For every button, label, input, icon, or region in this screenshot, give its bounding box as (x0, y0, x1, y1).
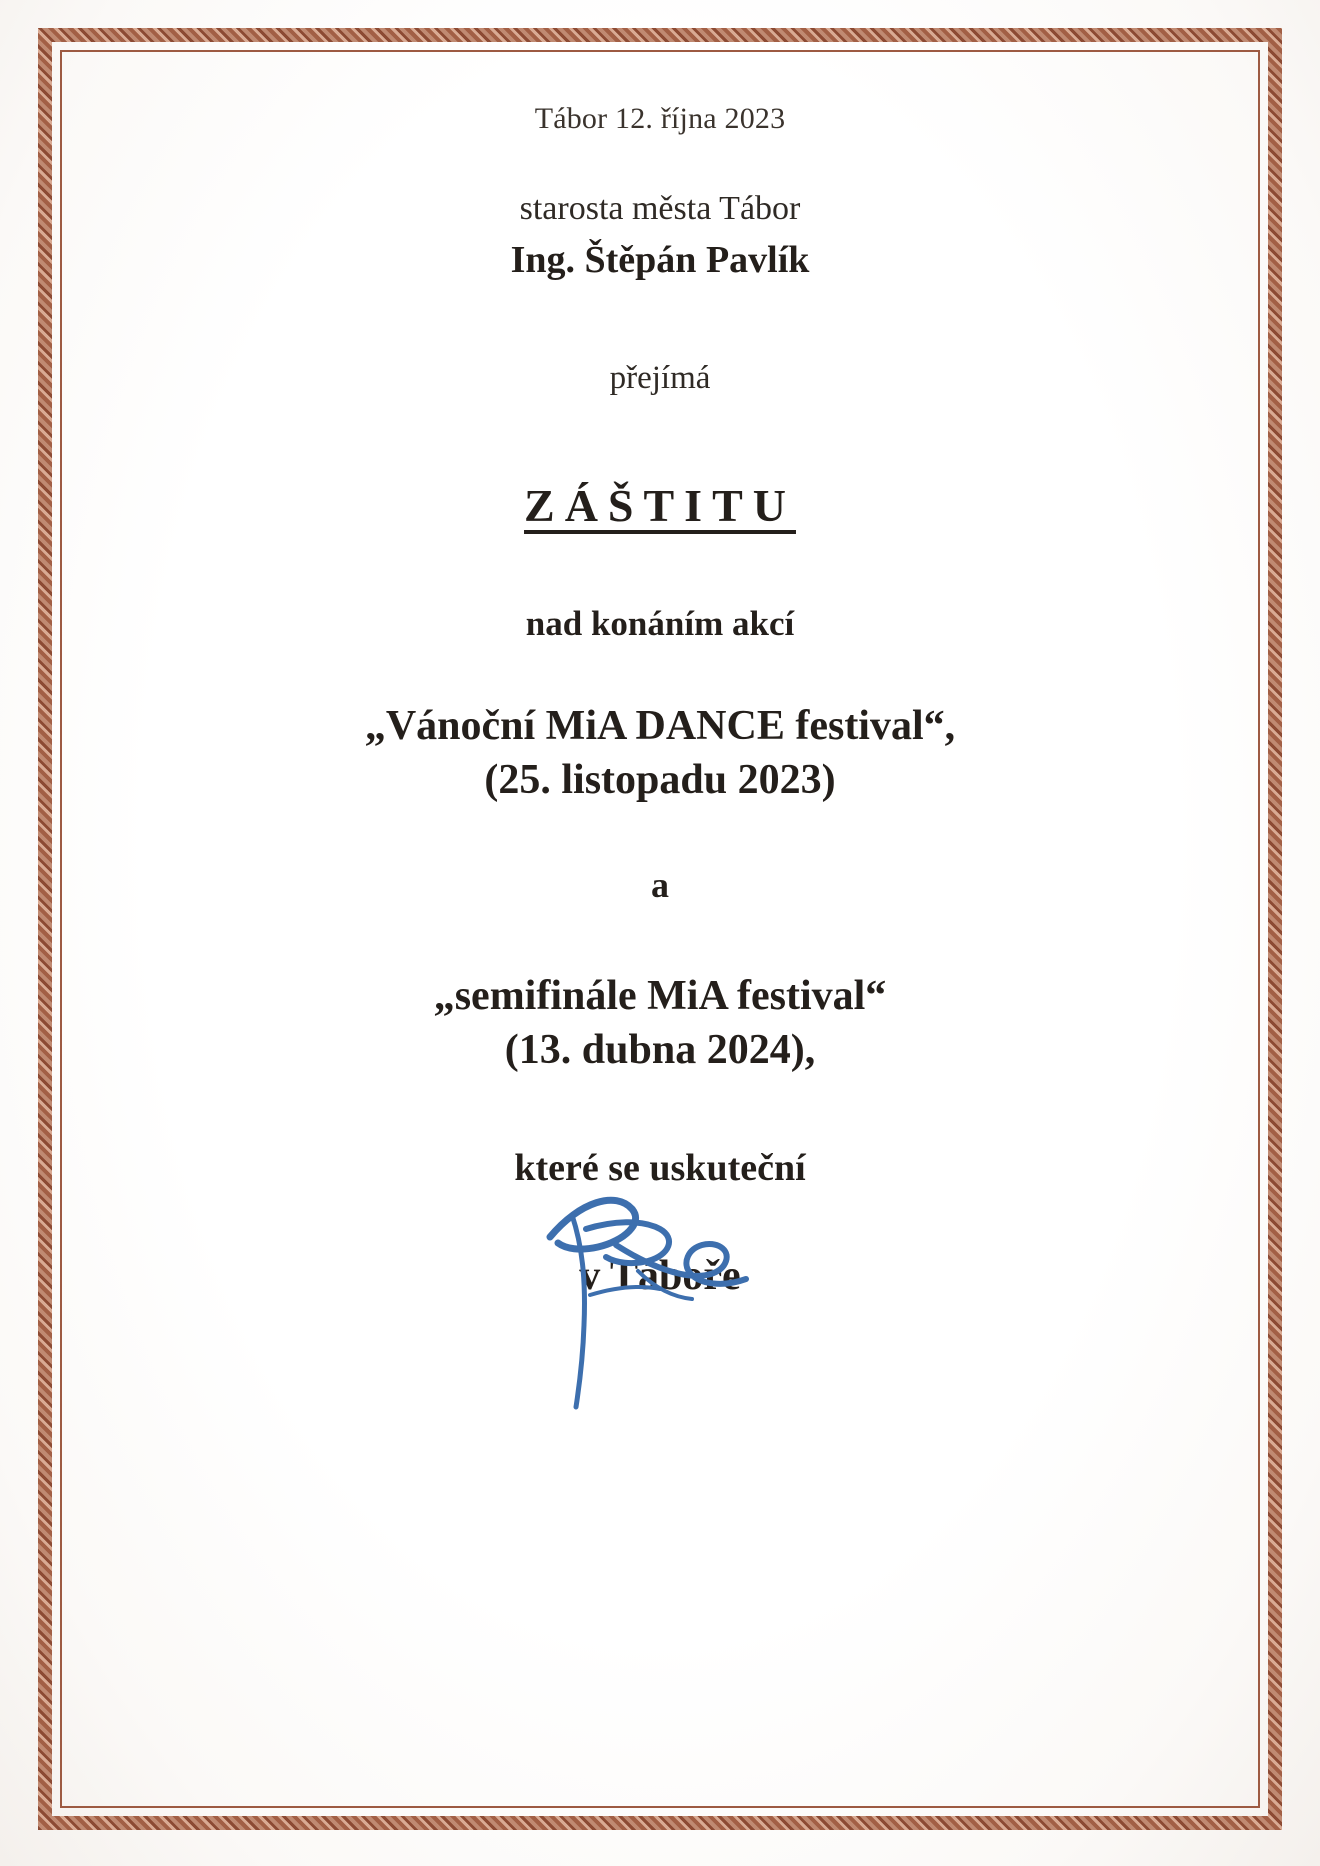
event-location: v Táboře (579, 1253, 741, 1299)
closing-clause: které se uskuteční (514, 1147, 806, 1189)
subject-intro: nad konáním akcí (525, 604, 795, 643)
headline-patronage: ZÁŠTITU (524, 480, 796, 531)
conjunction: a (651, 865, 669, 905)
signatory-role: starosta města Tábor (519, 190, 801, 227)
place-and-date: Tábor 12. října 2023 (534, 102, 786, 135)
event-two-date: (13. dubna 2024), (504, 1027, 816, 1073)
certificate-content (90, 80, 1230, 1780)
event-two-title: „semifinále MiA festival“ (433, 973, 887, 1019)
event-one-title: „Vánoční MiA DANCE festival“, (364, 703, 956, 749)
verb-accepts: přejímá (609, 360, 711, 396)
signatory-name: Ing. Štěpán Pavlík (510, 239, 810, 281)
event-one-date: (25. listopadu 2023) (484, 757, 836, 803)
